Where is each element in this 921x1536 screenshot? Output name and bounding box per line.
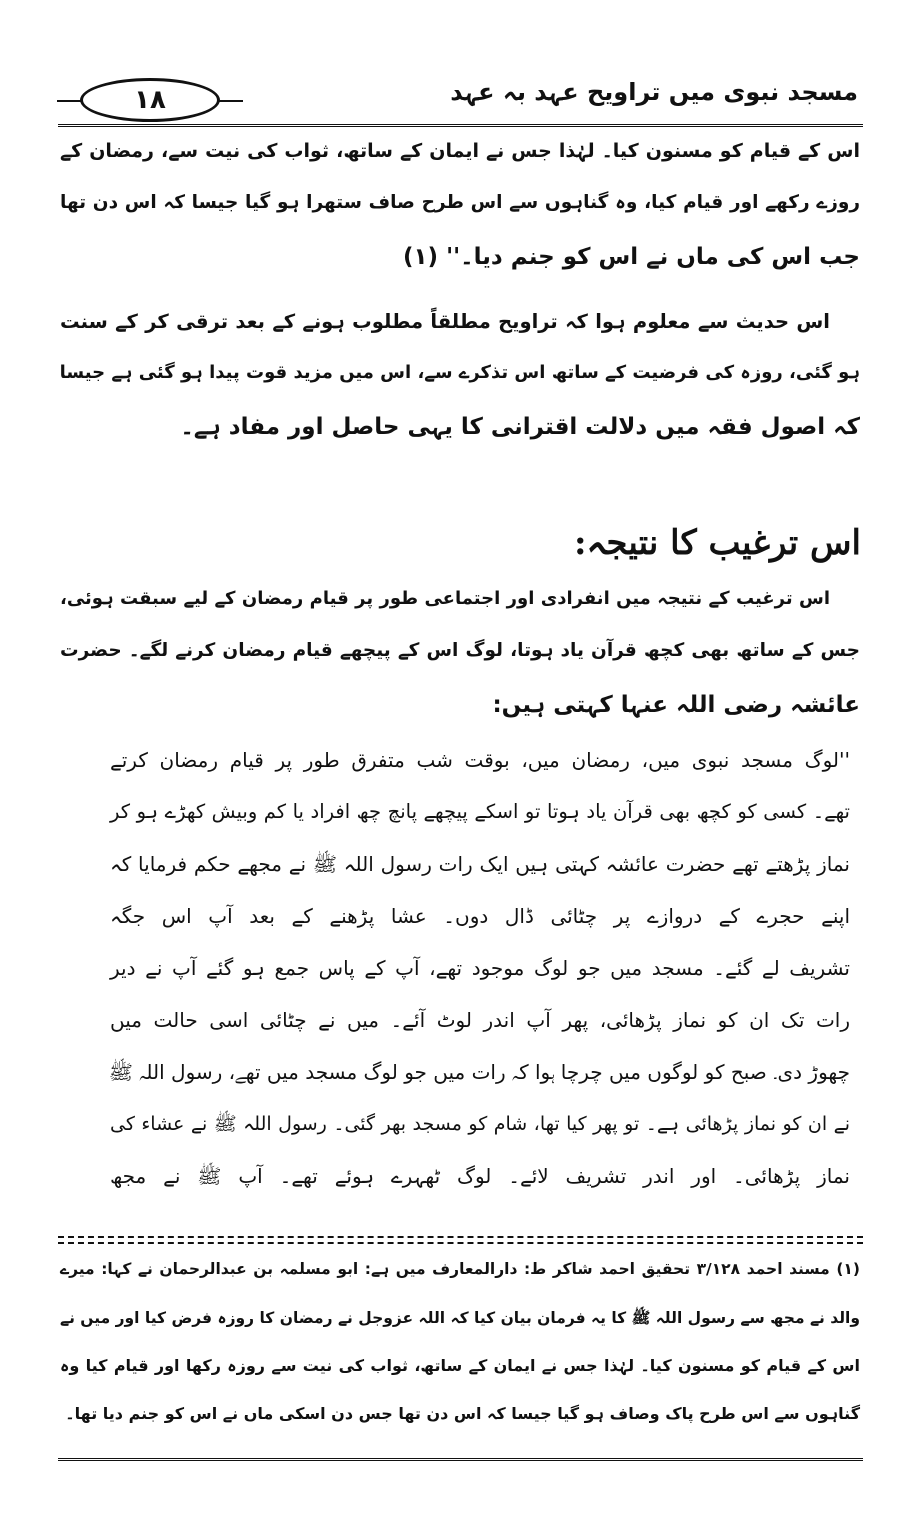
quote-line: تھے۔ کسی کو کچھ بھی قرآن یاد ہوتا تو اسکے پیچھے پانچ چھ افراد یا کم وبیش کھڑے ہو کر bbox=[110, 800, 850, 823]
footnote-line: اس کے قیام کو مسنون کیا۔ لہٰذا جس نے ایمان کے ساتھ، ثواب کی نیت سے روزہ رکھا اور قیام کیا وہ bbox=[60, 1356, 860, 1375]
footnote-line: گناہوں سے اس طرح پاک وصاف ہو گیا جیسا کہ اس دن تھا جس دن اسکی ماں نے اس کو جنم دیا تھا۔ bbox=[65, 1404, 860, 1423]
body-line: اس کے قیام کو مسنون کیا۔ لہٰذا جس نے ایمان کے ساتھ، ثواب کی نیت سے، رمضان کے bbox=[60, 140, 860, 162]
quote-line: رات تک ان کو نماز پڑھائی، پھر آپ اندر لوٹ آئے۔ میں نے چٹائی اسی حالت میں bbox=[110, 1008, 850, 1032]
body-line: اس ترغیب کے نتیجہ میں انفرادی اور اجتماعی طور پر قیام رمضان کے لیے سبقت ہوئی، bbox=[60, 588, 830, 609]
footnote-divider-2 bbox=[58, 1242, 863, 1244]
footer-rule bbox=[58, 1458, 863, 1461]
page-number: ۱۸ bbox=[80, 78, 220, 122]
running-title: مسجد نبوی میں تراویح عہد بہ عہد bbox=[450, 78, 858, 106]
quote-line: ''لوگ مسجد نبوی میں، رمضان میں، بوقت شب متفرق طور پر قیام رمضان کرتے bbox=[110, 748, 850, 772]
footnote-divider bbox=[58, 1236, 863, 1238]
body-line: کہ اصول فقہ میں دلالت اقترانی کا یہی حاصل اور مفاد ہے۔ bbox=[180, 414, 860, 440]
footnote-line: (۱) مسند احمد ۳/۱۲۸ تحقیق احمد شاکر ط: دارالمعارف میں ہے: ابو مسلمہ بن عبدالرحمان نے کہا: میرے bbox=[60, 1260, 860, 1278]
quote-line: اپنے حجرے کے دروازے پر چٹائی ڈال دوں۔ عشا پڑھنے کے بعد آپ اس جگہ bbox=[110, 904, 850, 928]
page-header bbox=[58, 66, 858, 122]
body-line: عائشہ رضی اللہ عنہا کہتی ہیں: bbox=[492, 692, 860, 718]
header-rule bbox=[58, 124, 863, 127]
quote-line: نے ان کو نماز پڑھائی ہے۔ تو پھر کیا تھا، شام کو مسجد بھر گئی۔ رسول اللہ ﷺ نے عشاء کی bbox=[110, 1113, 850, 1135]
quote-line: چھوڑ دی۔ صبح کو لوگوں میں چرچا ہوا کہ رات میں جو لوگ مسجد میں تھے، رسول اللہ ﷺ bbox=[108, 1060, 850, 1084]
body-line: ہو گئی، روزہ کی فرضیت کے ساتھ اس تذکرے سے، اس میں مزید قوت پیدا ہو گئی ہے جیسا bbox=[59, 362, 860, 383]
footnote-line: والد نے مجھ سے رسول اللہ ﷺ کا یہ فرمان بیان کیا کہ اللہ عزوجل نے رمضان کا روزہ فرض کیا اور میں نے bbox=[60, 1309, 860, 1327]
body-line: جس کے ساتھ بھی کچھ قرآن یاد ہوتا، لوگ اس کے پیچھے قیام رمضان کرنے لگے۔ حضرت bbox=[60, 640, 860, 661]
body-line: اس حدیث سے معلوم ہوا کہ تراویح مطلقاً مطلوب ہونے کے بعد ترقی کر کے سنت bbox=[60, 310, 830, 333]
body-line: روزے رکھے اور قیام کیا، وہ گناہوں سے اس طرح صاف ستھرا ہو گیا جیسا کہ اس دن تھا bbox=[60, 192, 860, 213]
quote-line: نماز پڑھتے تھے حضرت عائشہ کہتی ہیں ایک رات رسول اللہ ﷺ نے مجھے حکم فرمایا کہ bbox=[110, 852, 850, 876]
quote-line: تشریف لے گئے۔ مسجد میں جو لوگ موجود تھے، آپ کے پاس جمع ہو گئے آپ نے دیر bbox=[110, 956, 850, 980]
section-heading: اس ترغیب کا نتیجہ: bbox=[573, 523, 861, 563]
quote-line: نماز پڑھائی۔ اور اندر تشریف لائے۔ لوگ ٹھہرے ہوئے تھے۔ آپ ﷺ نے مجھ bbox=[110, 1164, 850, 1188]
body-line: جب اس کی ماں نے اس کو جنم دیا۔'' (۱) bbox=[402, 244, 860, 270]
